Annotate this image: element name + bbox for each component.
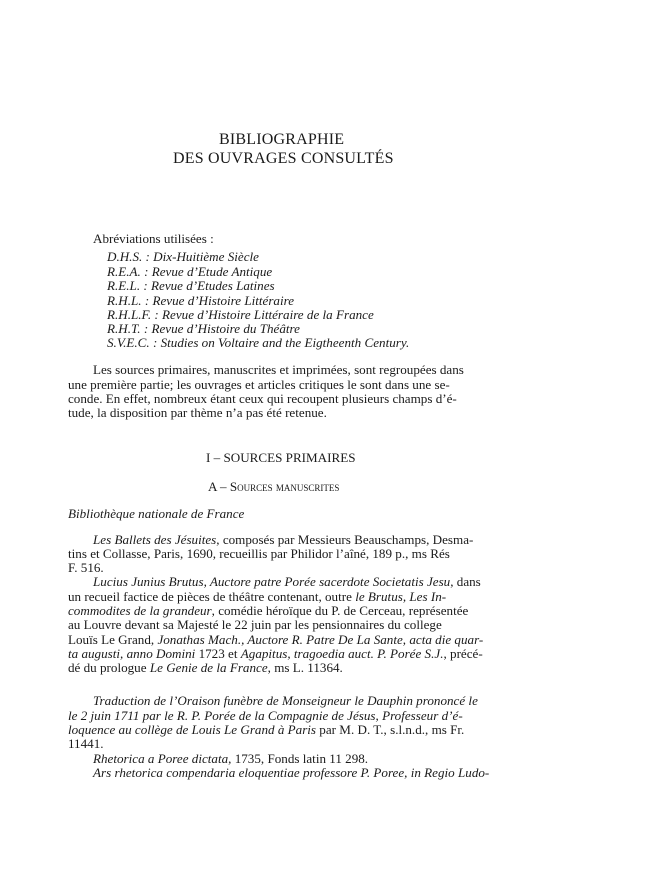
- entry-text: , composés par Messieurs Beauschamps, Desma-: [216, 532, 474, 547]
- entry-title: ta augusti, anno Domini: [68, 646, 196, 661]
- abbreviation-item: R.H.L.F. : Revue d’Histoire Littéraire de la France: [107, 307, 374, 322]
- abbreviation-item: R.E.L. : Revue d’Etudes Latines: [107, 278, 275, 293]
- entry-line: [68, 647, 483, 661]
- entry-title: Lucius Junius Brutus, Auctore patre Porée sacerdote Societatis Jesu: [93, 574, 451, 589]
- entry-title: le Brutus, Les In-: [355, 589, 447, 604]
- entry-title: Jonathas Mach., Auctore R. Patre De La Sante, acta die quar-: [157, 632, 484, 647]
- page-title-line-2: DES OUVRAGES CONSULTÉS: [173, 150, 394, 167]
- entry-text: par M. D. T., s.l.n.d., ms Fr.: [316, 722, 465, 737]
- entry-line: [68, 723, 464, 737]
- entry-text: , comédie héroïque du P. de Cerceau, représentée: [211, 603, 469, 618]
- entry-line: [68, 604, 468, 618]
- entry-text: , dans: [450, 574, 481, 589]
- entry-title: loquence au collège de Louis Le Grand à Paris: [68, 722, 317, 737]
- entry-text: Louïs Le Grand,: [68, 632, 158, 647]
- entry-text: , précé-: [443, 646, 483, 661]
- entry-title: Agapitus, tragoedia auct. P. Porée S.J.: [240, 646, 444, 661]
- abbreviation-item: R.H.T. : Revue d’Histoire du Théâtre: [107, 321, 300, 336]
- entry-line: F. 516.: [68, 560, 104, 575]
- entry-line: [68, 661, 343, 675]
- entry-title: Rhetorica a Poree dictata: [93, 751, 229, 766]
- intro-line: tude, la disposition par thème n’a pas été retenue.: [68, 405, 327, 420]
- entry-line: tins et Collasse, Paris, 1690, recueillis par Philidor l’aîné, 189 p., ms Rés: [68, 546, 450, 561]
- intro-line: une première partie; les ouvrages et articles critiques le sont dans une se-: [68, 377, 450, 392]
- abbreviation-item: R.H.L. : Revue d’Histoire Littéraire: [107, 293, 295, 308]
- entry-line: au Louvre devant sa Majesté le 22 juin par les pensionnaires du college: [68, 617, 442, 632]
- entry-line: Ars rhetorica compendaria eloquentiae professore P. Poree, in Regio Ludo-: [93, 765, 490, 780]
- page-title-line-1: BIBLIOGRAPHIE: [219, 131, 345, 148]
- entry-title: Le Genie de la France: [149, 660, 268, 675]
- entry-title: Les Ballets des Jésuites: [93, 532, 217, 547]
- entry-line: Traduction de l’Oraison funèbre de Monseigneur le Dauphin prononcé le: [93, 693, 478, 708]
- section-heading: I – SOURCES PRIMAIRES: [206, 450, 356, 465]
- intro-line: Les sources primaires, manuscrites et imprimées, sont regroupées dans: [93, 362, 464, 377]
- entry-text: 1723 et: [195, 646, 241, 661]
- subsection-title: Sources manuscrites: [229, 479, 340, 494]
- abbreviations-heading: Abréviations utilisées :: [93, 231, 214, 246]
- intro-line: conde. En effet, nombreux étant ceux qui recoupent plusieurs champs d’é-: [68, 391, 457, 406]
- entry-text: dé du prologue: [68, 660, 150, 675]
- library-heading: Bibliothèque nationale de France: [68, 506, 245, 521]
- entry-line: le 2 juin 1711 par le R. P. Porée de la Compagnie de Jésus, Professeur d’é-: [68, 708, 463, 723]
- entry-line: [93, 533, 473, 547]
- entry-line: [93, 752, 368, 766]
- entry-text: , 1735, Fonds latin 11 298.: [228, 751, 369, 766]
- entry-line: [93, 575, 481, 589]
- entry-line: [68, 633, 483, 647]
- entry-text: un recueil factice de pièces de théâtre contenant, outre: [68, 589, 356, 604]
- entry-line: [68, 590, 446, 604]
- entry-line: 11441.: [68, 736, 104, 751]
- entry-title: commodites de la grandeur: [68, 603, 212, 618]
- abbreviation-item: S.V.E.C. : Studies on Voltaire and the Eigtheenth Century.: [107, 335, 410, 350]
- entry-text: , ms L. 11364.: [267, 660, 343, 675]
- subsection-prefix: A –: [208, 479, 230, 494]
- abbreviation-item: D.H.S. : Dix-Huitième Siècle: [107, 249, 259, 264]
- subsection-heading: [208, 480, 339, 494]
- abbreviation-item: R.E.A. : Revue d’Etude Antique: [107, 264, 273, 279]
